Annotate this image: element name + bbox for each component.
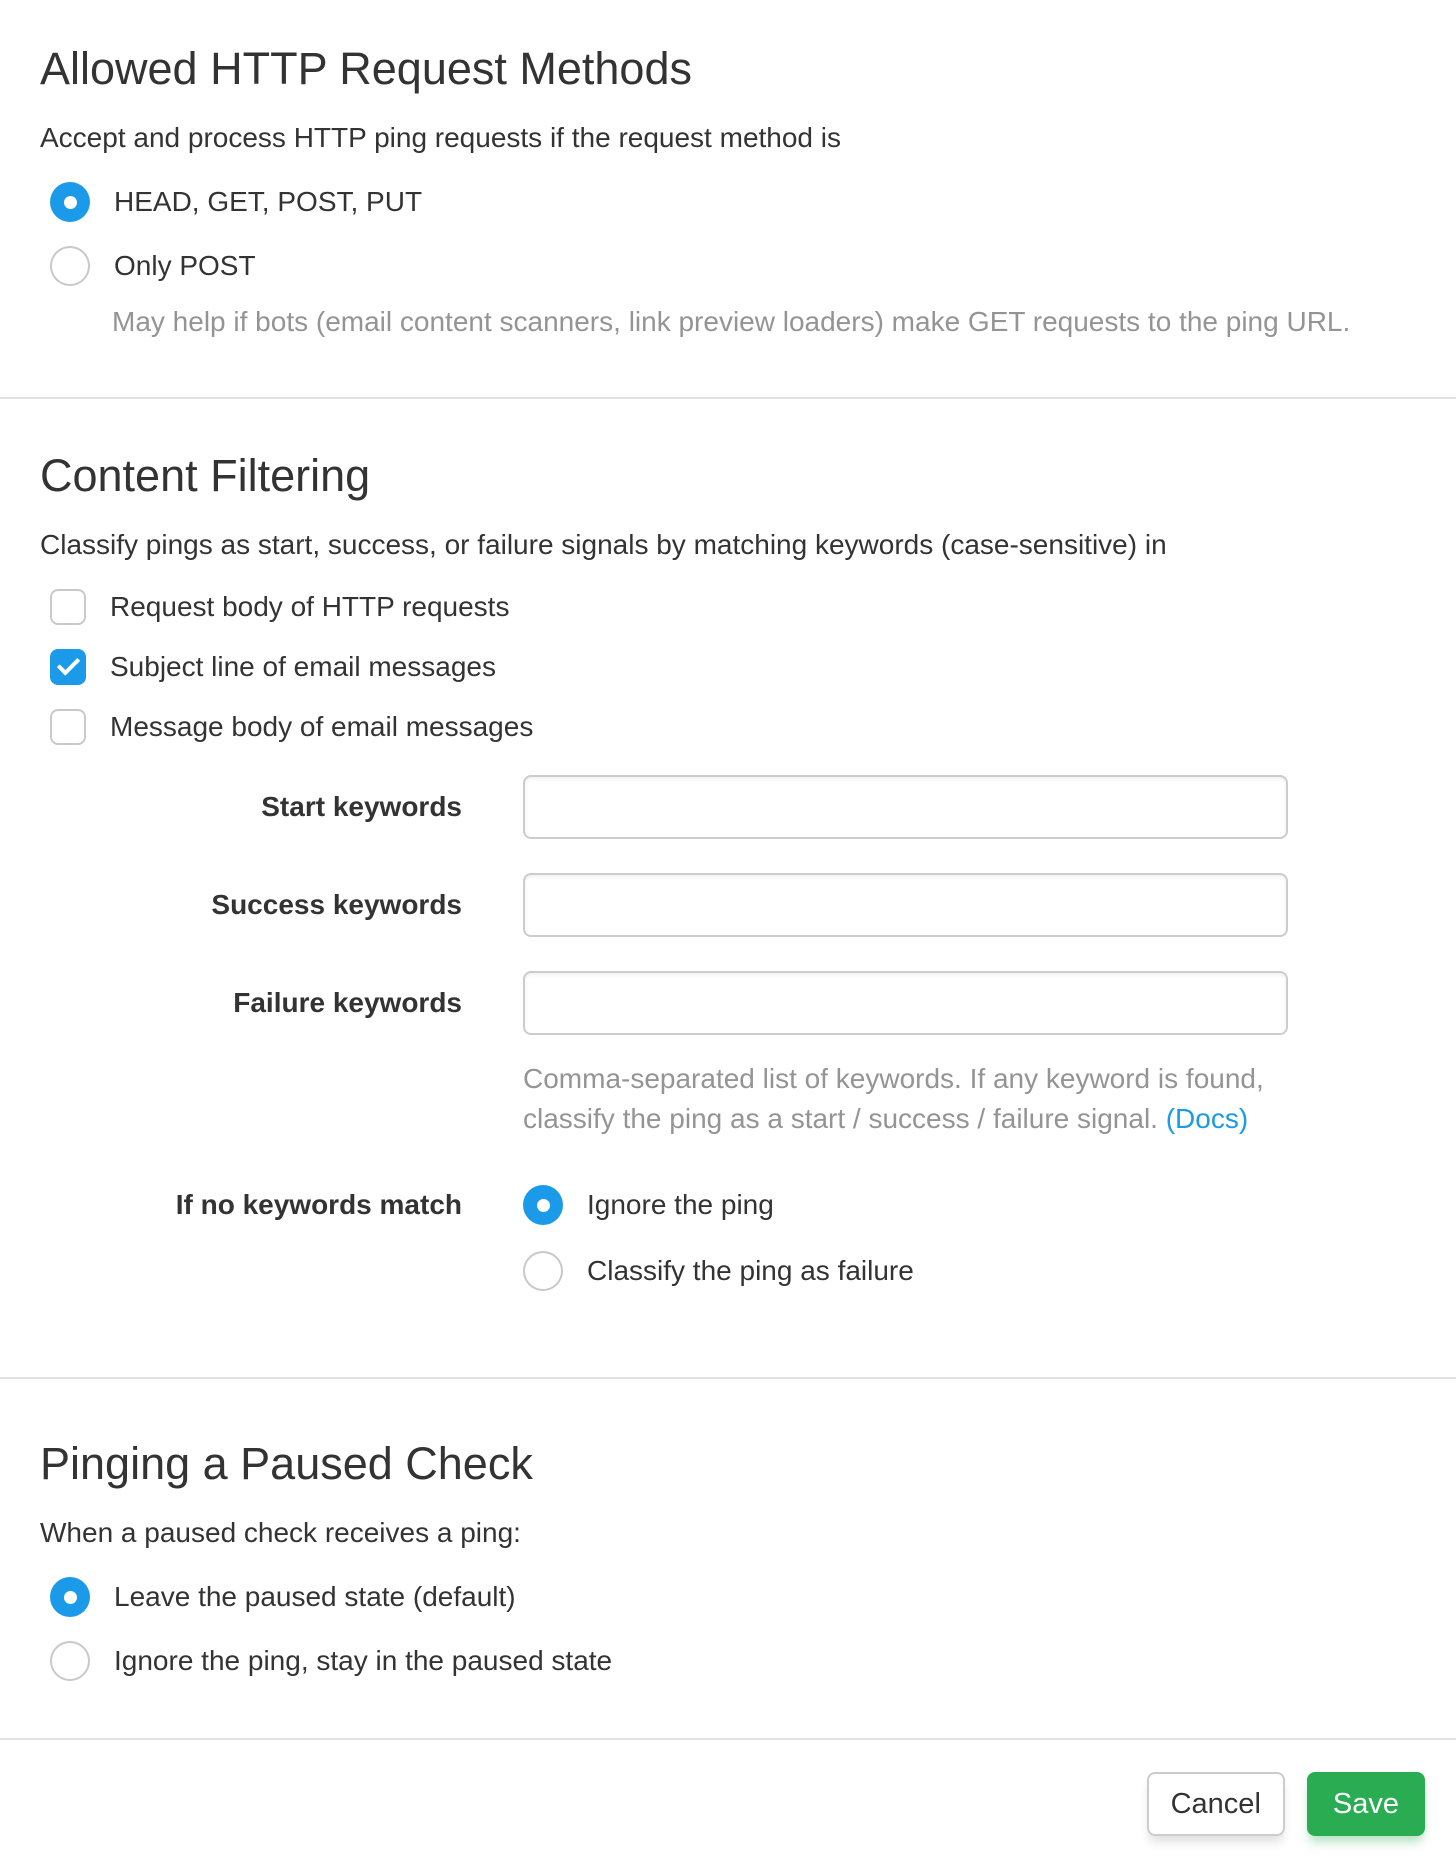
radio-button-checked[interactable] — [50, 182, 90, 222]
radio-button-unchecked[interactable] — [50, 1641, 90, 1681]
radio-row-leave-paused[interactable] — [40, 1577, 1416, 1617]
section-paused-check — [0, 1379, 1456, 1738]
radio-dot-icon — [64, 1591, 77, 1604]
checkmark-icon — [57, 652, 80, 675]
failure-keywords-input[interactable] — [523, 971, 1288, 1035]
radio-label: Leave the paused state (default) — [114, 1581, 516, 1612]
keywords-help-sentence: Comma-separated list of keywords. If any keyword is found, classify the ping as a start / success / failure signal. — [523, 1063, 1264, 1134]
http-methods-title: Allowed HTTP Request Methods — [40, 43, 692, 94]
content-filtering-subtitle: Classify pings as start, success, or failure signals by matching keywords (case-sensitive) in — [40, 529, 1167, 560]
paused-check-subtitle: When a paused check receives a ping: — [40, 1517, 521, 1548]
radio-row-classify-failure[interactable] — [523, 1251, 914, 1291]
checkbox-label: Message body of email messages — [110, 711, 534, 742]
checkbox-row-message-body[interactable] — [40, 709, 1416, 745]
radio-button-unchecked[interactable] — [523, 1251, 563, 1291]
failure-keywords-label: Failure keywords — [233, 987, 462, 1018]
radio-row-only-post[interactable] — [40, 246, 1416, 286]
success-keywords-label: Success keywords — [211, 889, 462, 920]
radio-button-checked[interactable] — [50, 1577, 90, 1617]
radio-label: Ignore the ping, stay in the paused state — [114, 1645, 613, 1676]
radio-row-head-get-post-put[interactable] — [40, 182, 1416, 222]
keywords-help-text — [523, 1059, 1288, 1139]
success-keywords-input[interactable] — [523, 873, 1288, 937]
docs-link[interactable]: (Docs) — [1165, 1103, 1249, 1134]
radio-button-unchecked[interactable] — [50, 246, 90, 286]
start-keywords-input[interactable] — [523, 775, 1288, 839]
checkbox-unchecked[interactable] — [50, 709, 86, 745]
radio-row-stay-paused[interactable] — [40, 1641, 1416, 1681]
paused-check-title: Pinging a Paused Check — [40, 1438, 533, 1489]
form-row-success-keywords — [40, 873, 1416, 937]
checkbox-label: Subject line of email messages — [110, 651, 496, 682]
radio-label: Ignore the ping — [587, 1189, 774, 1220]
checkbox-checked[interactable] — [50, 649, 86, 685]
cancel-button[interactable]: Cancel — [1147, 1772, 1285, 1836]
checkbox-row-request-body[interactable] — [40, 589, 1416, 625]
radio-button-checked[interactable] — [523, 1185, 563, 1225]
no-keywords-match-label: If no keywords match — [175, 1189, 462, 1220]
section-content-filtering — [0, 399, 1456, 1377]
checkbox-label: Request body of HTTP requests — [110, 591, 510, 622]
footer-actions — [0, 1740, 1456, 1836]
radio-label: Only POST — [114, 250, 256, 281]
save-button[interactable]: Save — [1307, 1772, 1425, 1836]
checkbox-unchecked[interactable] — [50, 589, 86, 625]
form-row-start-keywords — [40, 775, 1416, 839]
radio-row-ignore-ping[interactable] — [523, 1185, 914, 1225]
form-row-failure-keywords — [40, 971, 1416, 1035]
radio-dot-icon — [537, 1199, 550, 1212]
radio-label: Classify the ping as failure — [587, 1255, 914, 1286]
http-methods-subtitle: Accept and process HTTP ping requests if the request method is — [40, 122, 842, 153]
radio-dot-icon — [64, 196, 77, 209]
content-filtering-title: Content Filtering — [40, 450, 371, 501]
only-post-help-text: May help if bots (email content scanners, link preview loaders) make GET requests to the ping URL. — [112, 306, 1351, 337]
radio-label: HEAD, GET, POST, PUT — [114, 186, 423, 217]
checkbox-row-subject-line[interactable] — [40, 649, 1416, 685]
section-http-methods — [0, 0, 1456, 397]
no-keywords-match-group — [40, 1185, 1416, 1291]
start-keywords-label: Start keywords — [261, 791, 462, 822]
